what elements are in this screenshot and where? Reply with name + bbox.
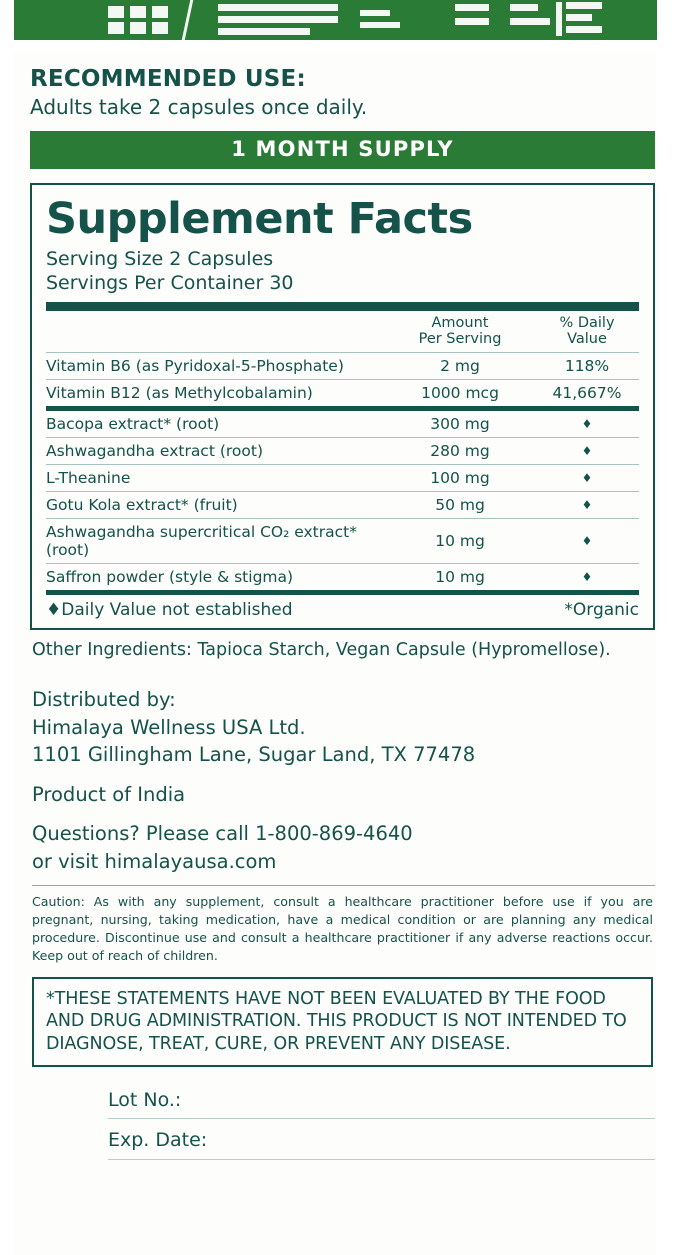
barcode-strip	[108, 22, 124, 34]
nutrient-amount: 10 mg	[385, 518, 535, 563]
barcode-strip	[566, 2, 602, 9]
header-amount-line1: Amount	[431, 314, 489, 331]
distributed-by-label: Distributed by:	[32, 687, 176, 711]
nutrient-name: Bacopa extract* (root)	[46, 411, 385, 438]
barcode-strip	[556, 2, 562, 36]
barcode-strip	[218, 28, 310, 35]
header-blank	[46, 311, 385, 353]
recommended-use-text: Adults take 2 capsules once daily.	[30, 95, 368, 119]
left-margin	[0, 0, 14, 1255]
nutrient-name: Vitamin B12 (as Methylcobalamin)	[46, 383, 313, 402]
nutrient-amount: 300 mg	[385, 411, 535, 438]
nutrient-amount: 100 mg	[385, 464, 535, 491]
nutrient-name: L-Theanine	[46, 464, 385, 491]
nutrient-dv: 118%	[535, 352, 639, 379]
table-row	[46, 437, 639, 464]
nutrient-dv: 41,667%	[552, 383, 622, 402]
barcode-strip	[510, 18, 550, 25]
servings-per-container: Servings Per Container 30	[46, 271, 294, 294]
supplement-facts-footnotes	[46, 595, 639, 620]
table-row	[46, 352, 639, 379]
lot-number-line	[108, 1118, 655, 1119]
barcode-strip	[130, 6, 146, 18]
organic-footnote: *Organic	[564, 599, 639, 620]
band-gap	[0, 40, 679, 52]
exp-date-line	[108, 1159, 655, 1160]
table-row	[46, 563, 639, 590]
header-dv-line1: % Daily	[559, 314, 615, 331]
barcode-strip	[152, 22, 168, 34]
product-origin: Product of India	[32, 783, 186, 807]
nutrient-amount: 2 mg	[385, 352, 535, 379]
rule-thick-top	[46, 302, 639, 311]
botanicals-table	[46, 411, 639, 590]
nutrient-amount: 280 mg	[385, 437, 535, 464]
nutrient-name: Vitamin B6 (as Pyridoxal-5-Phosphate)	[46, 352, 385, 379]
barcode-strip	[455, 18, 489, 25]
barcode-strip	[152, 6, 168, 18]
barcode-strip	[510, 4, 538, 11]
nutrient-dv: ♦	[535, 464, 639, 491]
nutrient-dv: ♦	[535, 518, 639, 563]
header-amount	[385, 311, 535, 353]
nutrient-name: Ashwagandha extract (root)	[46, 437, 385, 464]
barcode-strip	[108, 6, 124, 18]
table-row	[46, 411, 639, 438]
nutrient-amount: 1000 mcg	[421, 383, 499, 402]
header-dv-line2: Value	[567, 331, 607, 348]
barcode-strip	[218, 4, 338, 11]
distributor-name: Himalaya Wellness USA Ltd.	[32, 715, 306, 739]
header-daily-value	[535, 311, 639, 353]
other-ingredients: Other Ingredients: Tapioca Starch, Vegan Capsule (Hypromellose).	[32, 639, 611, 660]
lot-number-label: Lot No.:	[108, 1089, 182, 1112]
recommended-use-title: RECOMMENDED USE:	[30, 66, 306, 92]
distributed-by-block	[32, 686, 655, 769]
table-row	[46, 491, 639, 518]
serving-size: Serving Size 2 Capsules	[46, 248, 274, 271]
table-row	[46, 518, 639, 563]
questions-phone: Questions? Please call 1-800-869-4640	[32, 822, 413, 846]
table-header-row	[46, 311, 639, 353]
barcode-strip	[130, 22, 146, 34]
nutrient-dv: ♦	[535, 491, 639, 518]
nutrient-dv: ♦	[535, 411, 639, 438]
barcode-strip	[218, 16, 338, 23]
daily-value-footnote: ♦Daily Value not established	[46, 599, 293, 620]
supply-banner: 1 MONTH SUPPLY	[30, 131, 655, 169]
divider	[32, 885, 655, 886]
distributor-address: 1101 Gillingham Lane, Sugar Land, TX 77478	[32, 743, 476, 767]
table-row	[46, 379, 639, 406]
nutrient-amount: 50 mg	[385, 491, 535, 518]
nutrient-name: Gotu Kola extract* (fruit)	[46, 491, 385, 518]
exp-date-label: Exp. Date:	[108, 1129, 208, 1152]
header-amount-line2: Per Serving	[418, 331, 502, 348]
barcode-strip	[455, 4, 489, 11]
questions-block	[32, 820, 655, 875]
nutrient-name: Saffron powder (style & stigma)	[46, 567, 294, 586]
lot-block	[108, 1085, 655, 1160]
barcode-strip	[566, 26, 602, 33]
supplement-facts-box	[30, 183, 655, 630]
barcode-strip	[360, 22, 400, 28]
nutrient-dv: ♦	[535, 437, 639, 464]
caution-text: Caution: As with any supplement, consult a healthcare practitioner before use if you are pregnant, nursing, taking medication, have a medical condition or are planning any medical procedure. Discontinue use and consult a healthcare practitioner if any adverse reactions occur. Keep out of reach of children.	[32, 894, 653, 964]
nutrient-dv: ♦	[581, 569, 593, 584]
right-margin	[657, 0, 679, 1255]
nutrient-name: Ashwagandha supercritical CO₂ extract* (root)	[46, 518, 385, 563]
divider-slash	[182, 0, 194, 40]
nutrient-amount: 10 mg	[435, 567, 485, 586]
questions-website: or visit himalayausa.com	[32, 849, 277, 873]
top-green-band	[0, 0, 679, 40]
supplement-facts-title: Supplement Facts	[46, 194, 473, 244]
barcode-strip	[360, 10, 390, 16]
barcode-strip	[566, 14, 592, 21]
label-content	[30, 52, 655, 1160]
supplement-facts-table	[46, 311, 639, 406]
fda-statement-box: *THESE STATEMENTS HAVE NOT BEEN EVALUATED BY THE FOOD AND DRUG ADMINISTRATION. THIS PRODUCT IS NOT INTENDED TO DIAGNOSE, TREAT, CURE, OR PREVENT ANY DISEASE.	[32, 977, 653, 1067]
table-row	[46, 464, 639, 491]
